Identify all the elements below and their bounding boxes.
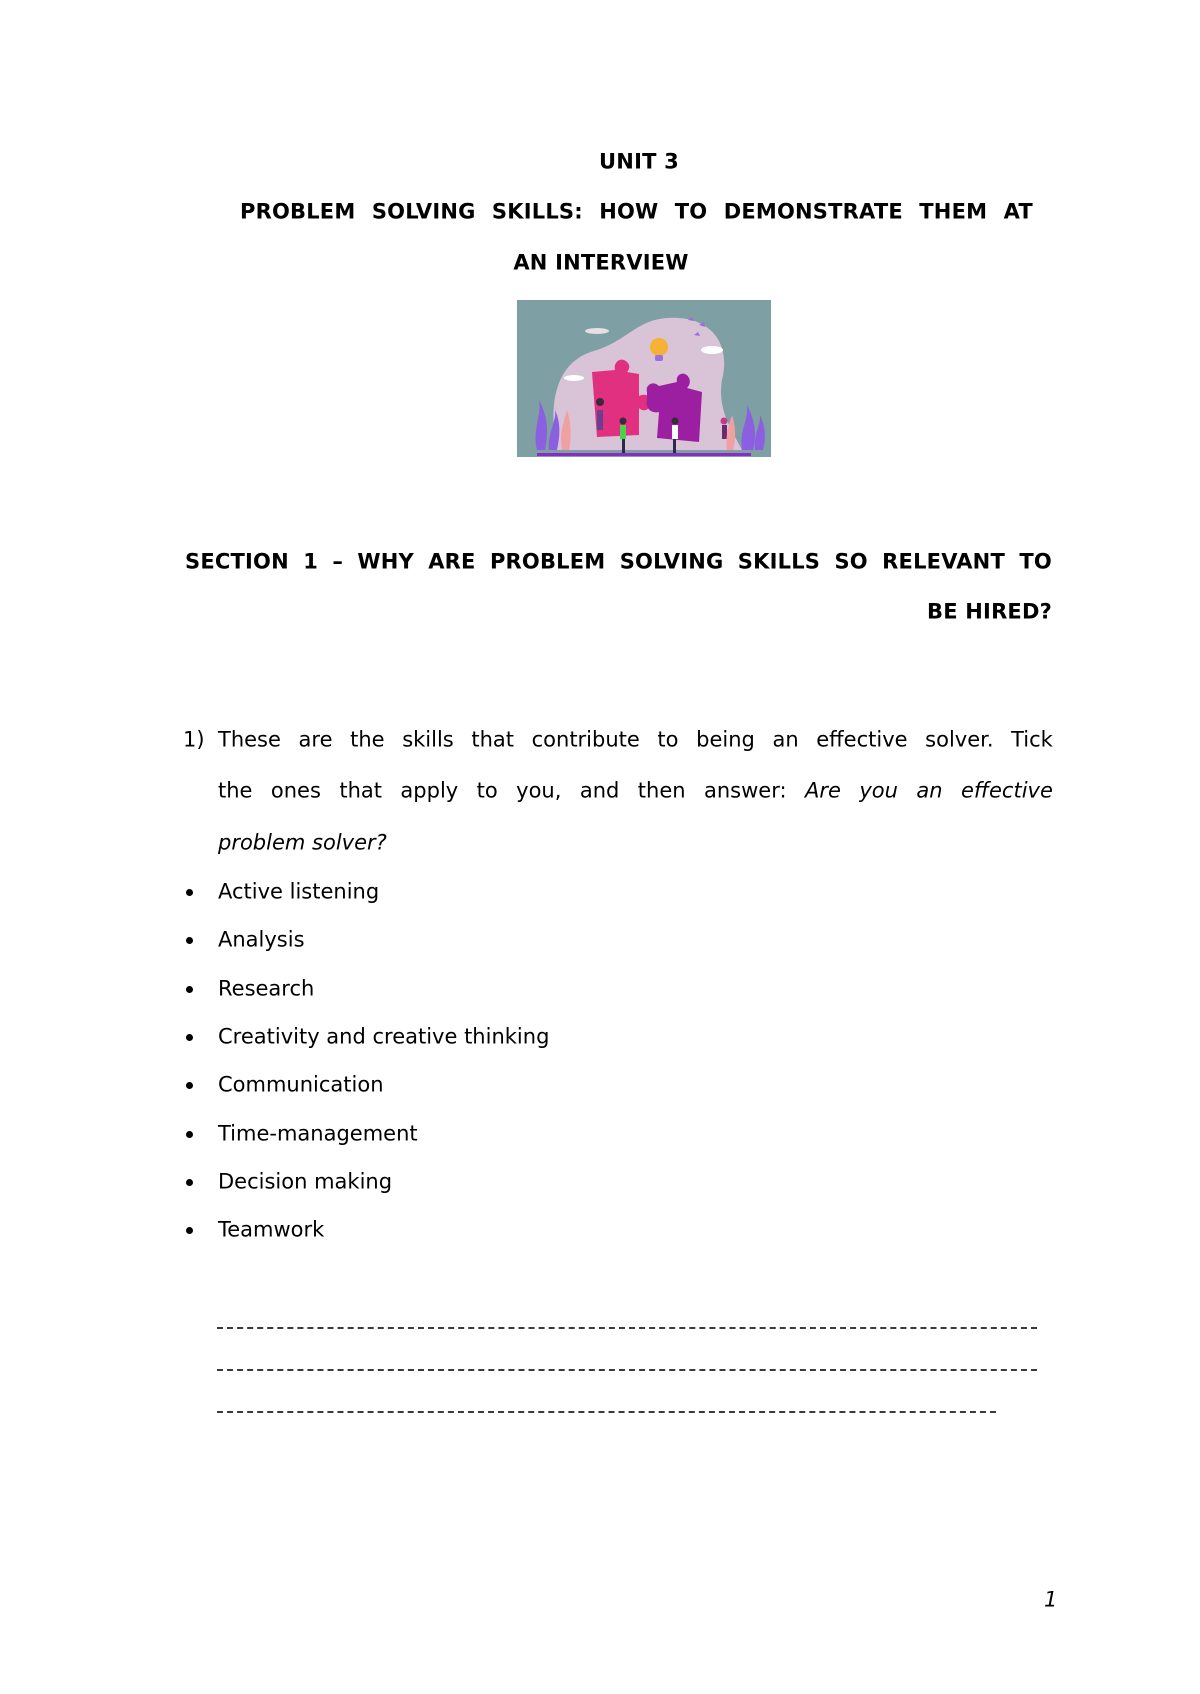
word: SOLVING bbox=[619, 549, 724, 574]
question-line-1-words bbox=[218, 727, 1053, 752]
word: TO bbox=[1019, 549, 1052, 574]
bullet-icon bbox=[186, 889, 193, 896]
word: TO bbox=[674, 199, 708, 224]
skill-item: Research bbox=[218, 976, 315, 1001]
word: the bbox=[350, 727, 385, 752]
word: SO bbox=[834, 549, 868, 574]
section-heading-line-2: BE HIRED? bbox=[927, 599, 1052, 624]
bullet-icon bbox=[186, 1179, 193, 1186]
word: AT bbox=[1003, 199, 1033, 224]
word: contribute bbox=[531, 727, 640, 752]
word: THEM bbox=[919, 199, 988, 224]
bullet-icon bbox=[186, 986, 193, 993]
page-title-text bbox=[240, 199, 1033, 224]
word: to bbox=[476, 778, 498, 803]
word: – bbox=[332, 549, 344, 574]
italic-word: effective bbox=[960, 778, 1053, 803]
word: effective bbox=[816, 727, 908, 752]
question-line-1 bbox=[218, 727, 1053, 752]
word: that bbox=[339, 778, 382, 803]
italic-word: you bbox=[859, 778, 898, 803]
bullet-icon bbox=[186, 1227, 193, 1234]
word: to bbox=[657, 727, 679, 752]
question-line-2-words bbox=[218, 778, 1053, 803]
word: HOW bbox=[599, 199, 659, 224]
page-number: 1 bbox=[1044, 1587, 1058, 1612]
italic-word: an bbox=[916, 778, 943, 803]
word: being bbox=[696, 727, 755, 752]
unit-label: UNIT 3 bbox=[599, 149, 679, 174]
page-title-line-1 bbox=[240, 199, 1033, 224]
word: SOLVING bbox=[371, 199, 476, 224]
word: solver. bbox=[925, 727, 994, 752]
word: that bbox=[471, 727, 514, 752]
word: the bbox=[218, 778, 253, 803]
word: then bbox=[637, 778, 686, 803]
question-number: 1) bbox=[183, 727, 205, 752]
skill-item: Creativity and creative thinking bbox=[218, 1024, 550, 1049]
skill-item: Analysis bbox=[218, 927, 305, 952]
section-heading-line-1 bbox=[185, 549, 1052, 574]
word: 1 bbox=[303, 549, 318, 574]
section-heading-text bbox=[185, 549, 1052, 574]
illustration-svg bbox=[517, 300, 771, 457]
bullet-icon bbox=[186, 937, 193, 944]
word: SKILLS bbox=[737, 549, 821, 574]
answer-line[interactable] bbox=[217, 1411, 996, 1413]
word: are bbox=[298, 727, 333, 752]
answer-line[interactable] bbox=[217, 1327, 1037, 1329]
skill-item: Time-management bbox=[218, 1121, 418, 1145]
word: PROBLEM bbox=[489, 549, 606, 574]
word: DEMONSTRATE bbox=[723, 199, 903, 224]
word: apply bbox=[400, 778, 459, 803]
word: PROBLEM bbox=[240, 199, 356, 224]
bullet-icon bbox=[186, 1034, 193, 1041]
answer-line[interactable] bbox=[217, 1369, 1037, 1371]
word: ARE bbox=[428, 549, 476, 574]
italic-word: Are bbox=[804, 778, 841, 803]
bullet-icon bbox=[186, 1082, 193, 1089]
word: WHY bbox=[357, 549, 414, 574]
word: an bbox=[772, 727, 799, 752]
question-line-2 bbox=[218, 778, 1053, 803]
word: answer: bbox=[703, 778, 787, 803]
word: Tick bbox=[1011, 727, 1053, 752]
word: and bbox=[579, 778, 620, 803]
word: RELEVANT bbox=[882, 549, 1005, 574]
question-line-3: problem solver? bbox=[218, 830, 387, 855]
skill-item: Active listening bbox=[218, 879, 380, 904]
word: These bbox=[218, 727, 281, 752]
word: SKILLS: bbox=[491, 199, 583, 224]
puzzle-teamwork-illustration bbox=[517, 300, 771, 457]
word: you, bbox=[516, 778, 562, 803]
word: skills bbox=[402, 727, 454, 752]
word: SECTION bbox=[185, 549, 289, 574]
skill-item: Communication bbox=[218, 1072, 384, 1097]
skill-item: Decision making bbox=[218, 1169, 393, 1194]
word: ones bbox=[270, 778, 321, 803]
skill-item: Teamwork bbox=[218, 1217, 325, 1242]
bullet-icon bbox=[186, 1131, 193, 1138]
page-title-line-2: AN INTERVIEW bbox=[513, 250, 689, 275]
